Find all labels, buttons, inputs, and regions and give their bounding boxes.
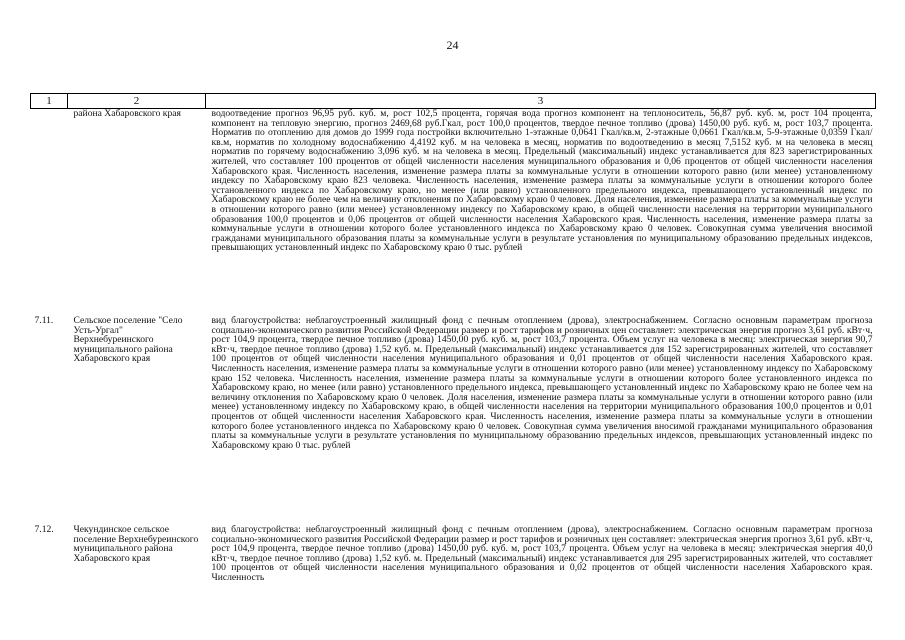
municipality-name: Чекундинское сельское поселение Верхнебуреинского муниципального района Хабаровского края [73,524,199,564]
row-number [31,109,68,311]
row-number: 7.11. [34,315,54,326]
document-table [30,93,876,583]
table-row [31,519,876,583]
column-header-2: 2 [68,94,206,109]
municipality-name: Сельское поселение "Село Усть-Ургал" Верхнебуреинского муниципального района Хабаровского края [73,315,183,365]
column-header-3: 3 [206,94,876,109]
row-description: вид благоустройства: неблагоустроенный жилищный фонд с печным отоплением (дрова), электроснабжением. Согласно основным параметрам прогноза социально-экономического развития Российской Федерации размер и рост тарифов и розничных цен составляет: электрическая энергия прогноз 3,61 руб. кВт·ч, рост 104,9 процента, твердое печное топливо (дрова) 1450,00 руб. куб. м, рост 103,7 процента. Объем услуг на человека в месяц: электрическая энергия 90,7 кВт·ч, твердое печное топливо (дрова) 1,52 куб. м. Предельный (максимальный) индекс устанавливается для 152 зарегистрированных жителей, что составляет 100 процентов от общей численности населения муниципального образования и 0,01 процентов от общей численности населения Хабаровского края. Численность населения, изменение размера платы за коммунальные услуги в отношении которого равно (или менее) установленному индексу по Хабаровскому краю 152 человека. Численность населения, изменение размера платы за коммунальные услуги в отношении которого более установленного индекса по Хабаровскому краю, но менее (или равно) установленного предельного индекса, превышающего установленный индекс по Хабаровскому краю не более чем на величину отклонения по Хабаровскому краю 0 человек. Доля населения, изменение размера платы за коммунальные услуги в отношении которого равно (или менее) установленному индексу по Хабаровскому краю, в общей численности населения на территории муниципального образования 100,0 процентов и 0,01 процентов от общей численности населения Хабаровского края. Численность населения, изменение размера платы за коммунальные услуги в отношении которого более установленного индекса по Хабаровскому краю 0 человек. Совокупная сумма увеличения вносимой гражданами муниципального образования платы за коммунальные услуги в результате установления по муниципальному образованию предельных индексов, превышающих установленный индекс по Хабаровскому краю 0 тыс. рублей [211,315,873,451]
table-header [31,94,876,109]
row-description: вид благоустройства: неблагоустроенный жилищный фонд с печным отоплением (дрова), электроснабжением. Согласно основным параметрам прогноза социально-экономического развития Российской Федерации размер и рост тарифов и розничных цен составляет: электрическая энергия прогноз 3,61 руб. кВт·ч, рост 104,9 процента, твердое печное топливо (дрова) 1450,00 руб. куб. м, рост 103,7 процента. Объем услуг на человека в месяц: электрическая энергия 40,0 кВт·ч, твердое печное топливо (дрова) 1,52 куб. м. Предельный (максимальный) индекс устанавливается для 295 зарегистрированных жителей, что составляет 100 процентов от общей численности населения муниципального образования и 0,02 процентов от общей численности населения Хабаровского края. Численность [211,524,873,583]
row-number: 7.12. [34,524,54,535]
row-description: водоотведение прогноз 96,95 руб. куб. м, рост 102,5 процента, горячая вода прогноз компонент на теплоноситель, 56,87 руб. куб. м, рост 104 процента, компонент на тепловую энергию, прогноз 2469,68 руб.Гкал, рост 100,0 процентов, твердое печное топливо (дрова) 1450,00 руб. куб. м, рост 103,7 процента. Норматив по отоплению для домов до 1999 года постройки включительно 1-этажные 0,0641 Гкал/кв.м, 2-этажные 0,0661 Гкал/кв.м, 5-9-этажные 0,0359 Гкал/кв.м, норматив по холодному водоснабжению 4,4192 куб. м на человека в месяц, норматив по водоотведению в месяц 7,5152 куб. м на человека в месяц норматив по горячему водоснабжению 3,096 куб. м на человека в месяц. Предельный (максимальный) индекс устанавливается для 823 зарегистрированных жителей, что составляет 100 процентов от общей численности населения муниципального образования и 0,06 процентов от общей численности населения Хабаровского края. Численность населения, изменение размера платы за коммунальные услуги в отношении которого равно (или менее) установленному индексу по Хабаровскому краю 823 человека. Численность населения, изменение размера платы за коммунальные услуги в отношении которого более установленного индекса по Хабаровскому краю, но менее (или равно) установленного предельного индекса, превышающего установленный индекс по Хабаровскому краю не более чем на величину отклонения по Хабаровскому краю 0 человек. Доля населения, изменение размера платы за коммунальные услуги в отношении которого равно (или менее) установленному индексу по Хабаровскому краю, в общей численности населения на территории муниципального образования 100,0 процентов и 0,06 процентов от общей численности населения Хабаровского края. Численность населения, изменение размера платы за коммунальные услуги в отношении которого более установленного индекса по Хабаровскому краю 0 человек. Совокупная сумма увеличения вносимой гражданами муниципального образования платы за коммунальные услуги в результате установления по муниципальному образованию предельных индексов, превышающих установленный индекс по Хабаровскому краю 0 тыс. рублей [211,108,873,254]
table-row [31,310,876,519]
column-header-1: 1 [31,94,68,109]
municipality-name: района Хабаровского края [73,108,181,119]
table-row [31,109,876,311]
page-number: 24 [446,38,459,52]
